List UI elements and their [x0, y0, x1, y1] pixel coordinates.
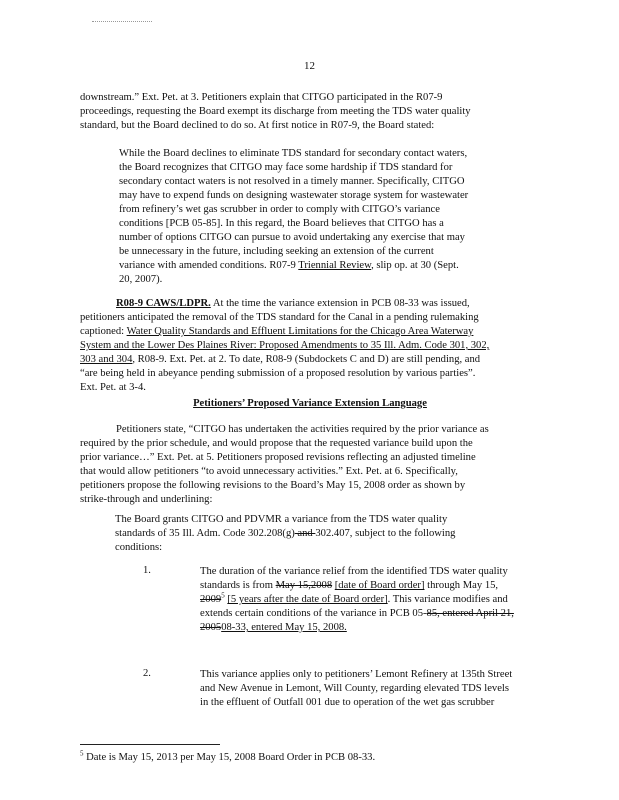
text: At the time the variance extension in PCB 08-33 was issued,: [210, 298, 470, 309]
footnote-number: 5: [80, 749, 84, 758]
list-line: [200, 579, 558, 593]
quote-line: The Board grants CITGO and PDVMR a variance from the TDS water quality: [115, 514, 448, 525]
text: , R08-9. Ext. Pet. at 2. To date, R08-9 (Subdockets C and D) are still pending, and: [132, 354, 481, 365]
citation-title: Triennial Review: [298, 260, 372, 271]
text: standards is from: [200, 580, 276, 591]
text-line: strike-through and underlining:: [80, 494, 213, 505]
inserted-text: 08-33, entered May 15, 2008.: [221, 622, 347, 633]
text-line: [80, 325, 540, 339]
section-heading: Petitioners’ Proposed Variance Extension Language: [193, 398, 427, 409]
text-line: proceedings, requesting the Board exempt its discharge from meeting the TDS water quality: [80, 106, 471, 117]
scan-artifact: [92, 21, 152, 23]
rulemaking-title: System and the Lower Des Plaines River: Proposed Amendments to 35 Ill. Adm. Code 301, 302,: [80, 340, 490, 351]
text: standards of 35 Ill. Adm. Code 302.208(g): [115, 528, 295, 539]
list-line: This variance applies only to petitioners’ Lemont Refinery at 135th Street: [200, 669, 513, 680]
text-line: [80, 297, 540, 311]
text-line: that would allow petitioners “to avoid unnecessary activities.” Ext. Pet. at 6. Specifically,: [80, 466, 458, 477]
block-quote-r07-9: [119, 147, 504, 287]
quote-line: be unnecessary in the future, including seeking an extension of the current: [119, 246, 434, 257]
quote-line: conditions [PCB 05-85]. In this regard, the Board believes that CITGO has a: [119, 218, 444, 229]
text-line: petitioners propose the following revisions to the Board’s May 15, 2008 order as shown by: [80, 480, 466, 491]
list-item-applicability: [200, 668, 558, 710]
footnote-ref: 5: [221, 591, 225, 600]
quote-line: the Board recognizes that CITGO may face some hardship if TDS standard for: [119, 162, 453, 173]
struck-text: 2005: [200, 622, 222, 633]
list-line: The duration of the variance relief from the identified TDS water quality: [200, 566, 508, 577]
quote-line: 20, 2007).: [119, 274, 163, 285]
paragraph-r08-9: [80, 297, 540, 395]
page-number: 12: [304, 60, 315, 72]
text: 302.407, subject to the following: [315, 528, 456, 539]
quote-line: While the Board declines to eliminate TDS standard for secondary contact waters,: [119, 148, 468, 159]
struck-text: 85, entered April 21,: [426, 608, 514, 619]
list-line: [200, 593, 558, 607]
text: captioned:: [80, 326, 127, 337]
quote-line: number of options CITGO can pursue to avoid undertaking any exercise that may: [119, 232, 465, 243]
quote-line: from refinery’s wet gas scrubber in order to comply with CITGO’s variance: [119, 204, 440, 215]
text: extends certain conditions of the variance in PCB 05-: [200, 608, 427, 619]
text-line: Ext. Pet. at 3-4.: [80, 382, 146, 393]
quote-line: secondary contact waters is not resolved in a timely manner. Specifically, CITGO: [119, 176, 465, 187]
inserted-text: [5 years after the date of Board order]: [227, 594, 388, 605]
text-line: Petitioners state, “CITGO has undertaken the activities required by the prior variance as: [116, 424, 489, 435]
struck-text: May 15,2008: [275, 580, 333, 591]
quote-text: , slip op. at 30 (Sept.: [371, 260, 459, 271]
rulemaking-title: Water Quality Standards and Effluent Limitations for the Chicago Area Waterway: [126, 326, 474, 337]
list-number: 1.: [143, 565, 151, 576]
list-item-duration: [200, 565, 558, 635]
list-line: and New Avenue in Lemont, Will County, regarding elevated TDS levels: [200, 683, 509, 694]
text-line: standard, but the Board declined to do so. At first notice in R07-9, the Board stated:: [80, 120, 435, 131]
text-line: [80, 353, 540, 367]
list-line: [200, 621, 558, 635]
inserted-text: [date of Board order]: [334, 580, 425, 591]
rulemaking-title: 303 and 304: [80, 354, 133, 365]
footnote-divider: [80, 744, 220, 745]
text-line: downstream.” Ext. Pet. at 3. Petitioners explain that CITGO participated in the R07-9: [80, 92, 443, 103]
text: . This variance modifies and: [387, 594, 508, 605]
quote-line: may have to expend funds on designing wastewater storage system for wastewater: [119, 190, 469, 201]
footnote-text: Date is May 15, 2013 per May 15, 2008 Board Order in PCB 08-33.: [83, 752, 376, 763]
text: through May 15,: [424, 580, 499, 591]
quote-line: [119, 259, 504, 273]
paragraph-intro: [80, 91, 540, 133]
list-line: in the effluent of Outfall 001 due to operation of the wet gas scrubber: [200, 697, 495, 708]
block-quote-variance: [115, 513, 535, 555]
footnote: [80, 749, 376, 763]
text-line: petitioners anticipated the removal of the TDS standard for the Canal in a pending rulemaking: [80, 312, 479, 323]
text-line: prior variance…” Ext. Pet. at 5. Petitioners proposed revisions reflecting an adjusted timeline: [80, 452, 476, 463]
list-line: [200, 607, 558, 621]
paragraph-petitioners: [80, 423, 540, 507]
struck-text: and: [294, 528, 316, 539]
quote-line: [115, 527, 535, 541]
list-number: 2.: [143, 668, 151, 679]
paragraph-heading: R08-9 CAWS/LDPR.: [116, 298, 211, 309]
struck-text: 2009: [200, 594, 222, 605]
text-line: “are being held in abeyance pending submission of a proposed resolution by various parties”.: [80, 368, 476, 379]
quote-line: conditions:: [115, 542, 163, 553]
quote-text: variance with amended conditions. R07-9: [119, 260, 299, 271]
text-line: required by the prior schedule, and would propose that the requested variance build upon the: [80, 438, 473, 449]
